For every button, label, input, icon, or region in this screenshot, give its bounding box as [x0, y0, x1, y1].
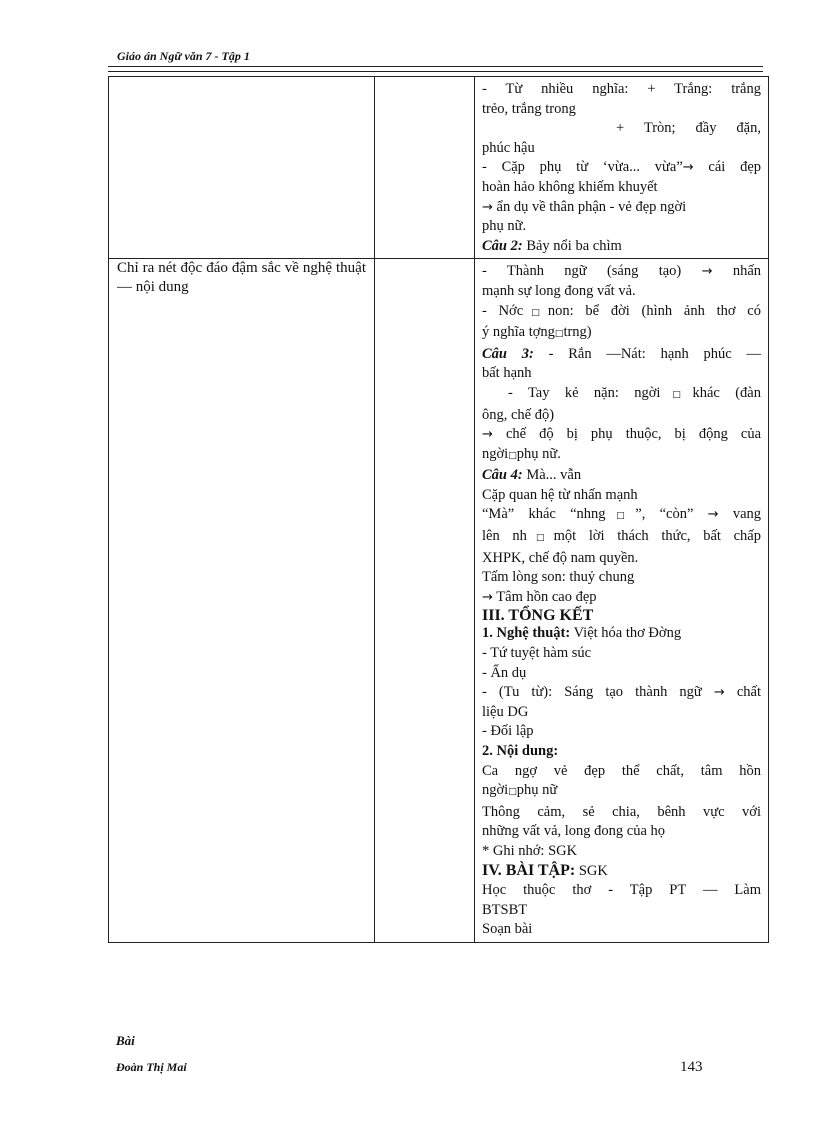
text-line: bất hạnh [482, 365, 532, 382]
arrow-icon: → [482, 427, 493, 443]
text-line [482, 384, 761, 406]
question-label: Câu 4: [482, 467, 523, 484]
text-span: vang [732, 506, 761, 523]
text-span: - Rắn —Nát: hạnh phúc — [533, 345, 761, 362]
text-line: - Đối lập [482, 723, 534, 740]
section-heading: IV. BÀI TẬP: [482, 861, 576, 879]
text-line: Học thuộc thơ - Tập PT — Làm [482, 882, 761, 899]
text-line [482, 425, 761, 445]
text-line [482, 158, 761, 178]
text-line: Tấm lòng son: thuỷ chung [482, 569, 635, 586]
row2-col3 [475, 259, 769, 943]
text-line: * Ghi nhớ: SGK [482, 842, 578, 859]
text-span: chất [736, 684, 762, 701]
text-span: ”, “còn” [635, 506, 694, 523]
text-line: Ca ngợ vẻ đẹp thể chất, tâm hồn [482, 762, 761, 779]
missing-glyph-icon: □ [508, 787, 517, 798]
text-span: - Cặp phụ từ ‘vừa... vừa” [482, 159, 683, 176]
lesson-table [108, 76, 769, 943]
missing-glyph-icon: □ [660, 389, 693, 400]
text-span: Mà... vẫn [522, 467, 582, 484]
text-line: XHPK, chế độ nam quyền. [482, 549, 639, 566]
missing-glyph-icon: □ [523, 307, 548, 318]
text-span: lên nh [482, 528, 527, 545]
text-span: chế độ bị phụ thuộc, bị động của [505, 426, 762, 443]
text-line [482, 781, 761, 803]
row1-col1 [109, 77, 375, 259]
arrow-icon: → [682, 160, 694, 176]
text-line: ông, chế độ) [482, 406, 555, 423]
text-line: hoàn hảo không khiếm khuyết [482, 178, 658, 195]
text-line: trẻo, trắng trong [482, 100, 576, 117]
arrow-icon: → [482, 589, 493, 605]
text-span: Bảy nổi ba chìm [522, 237, 622, 254]
text-line: phúc hậu [482, 139, 535, 156]
text-line [482, 527, 761, 549]
header-title: Giáo án Ngữ văn 7 - Tập 1 [117, 49, 250, 63]
text-span: Việt hóa thơ Đờng [570, 625, 682, 642]
text-line [482, 683, 761, 703]
text-line: Soạn bài [482, 921, 533, 938]
text-line: phụ nữ. [482, 218, 527, 235]
text-span: “Mà” khác “nhng [482, 506, 606, 523]
text-line [482, 505, 761, 527]
text-line [482, 445, 761, 467]
text-span: non: bể đời (hình ảnh thơ có [547, 302, 761, 319]
text-line [482, 198, 761, 218]
subheading: 2. Nội dung: [482, 743, 559, 759]
text-span: trng) [563, 324, 592, 341]
header-rule-thick [108, 66, 763, 67]
missing-glyph-icon: □ [526, 533, 554, 544]
text-span: ý nghĩa tợng [482, 324, 555, 341]
text-line: - Từ nhiều nghĩa: + Trắng: trắng [482, 81, 761, 97]
question-label: Câu 2: [482, 237, 523, 254]
text-line: mạnh sự long đong vất vả. [482, 282, 636, 299]
text-line: - Ẩn dụ [482, 664, 527, 681]
footer-lesson-label: Bài [116, 1033, 135, 1048]
text-span: - Nớc [482, 302, 524, 319]
row1-col2 [375, 77, 475, 259]
text-line: - Tứ tuyệt hàm súc [482, 645, 592, 662]
page-number: 143 [680, 1059, 703, 1075]
section-heading: III. TỔNG KẾT [482, 607, 594, 625]
text-span: ngời [482, 782, 509, 799]
text-line [482, 624, 761, 644]
text-span: SGK [575, 862, 608, 879]
arrow-icon: → [701, 264, 713, 280]
text-line: Thông cảm, sẻ chia, bênh vực với [482, 803, 761, 820]
text-line [482, 862, 761, 882]
table-row [109, 259, 769, 943]
text-span: cái đẹp [708, 159, 761, 176]
row2-col2 [375, 259, 475, 943]
header-rule-thin [108, 71, 763, 72]
text-line [482, 237, 761, 257]
text-span: ẩn dụ về thân phận - vẻ đẹp ngời [496, 198, 687, 215]
text-line: Cặp quan hệ từ nhấn mạnh [482, 486, 638, 503]
arrow-icon: → [482, 199, 493, 215]
text-line [482, 323, 761, 345]
text-line: liệu DG [482, 703, 529, 720]
text-span: phụ nữ. [516, 445, 561, 462]
text-span: một lời thách thức, bất chấp [553, 528, 761, 545]
text-line: + Tròn; đầy đặn, [616, 120, 761, 137]
text-span: ngời [482, 445, 509, 462]
missing-glyph-icon: □ [554, 329, 564, 340]
row2-col1 [109, 259, 375, 943]
text-line: những vất vả, long đong của họ [482, 823, 666, 840]
text-line [482, 302, 761, 324]
text-line: BTSBT [482, 901, 528, 918]
text-span: - (Tu từ): Sáng tạo thành ngữ [482, 684, 702, 701]
text-span: Tâm hồn cao đẹp [496, 588, 597, 605]
arrow-icon: → [713, 685, 725, 701]
text-line [482, 466, 761, 486]
footer-author: Đoàn Thị Mai [116, 1060, 187, 1074]
missing-glyph-icon: □ [508, 450, 517, 461]
objective-text: Chỉ ra nét độc đáo đậm sắc về nghệ thuật — nội dung [117, 260, 366, 296]
subheading: 1. Nghệ thuật: [482, 625, 571, 642]
arrow-icon: → [707, 507, 719, 523]
question-label: Câu 3: [482, 345, 534, 362]
text-span: nhấn [732, 263, 762, 280]
missing-glyph-icon: □ [605, 511, 636, 522]
text-span: - Tay kẻ nặn: ngời [508, 384, 661, 401]
text-line [482, 262, 761, 282]
row1-col3 [475, 77, 769, 259]
text-line [482, 588, 761, 608]
text-span: khác (đàn [692, 384, 761, 401]
table-row [109, 77, 769, 259]
text-span: phụ nữ [516, 782, 558, 799]
text-line [482, 345, 761, 365]
text-span: - Thành ngữ (sáng tạo) [482, 263, 682, 280]
